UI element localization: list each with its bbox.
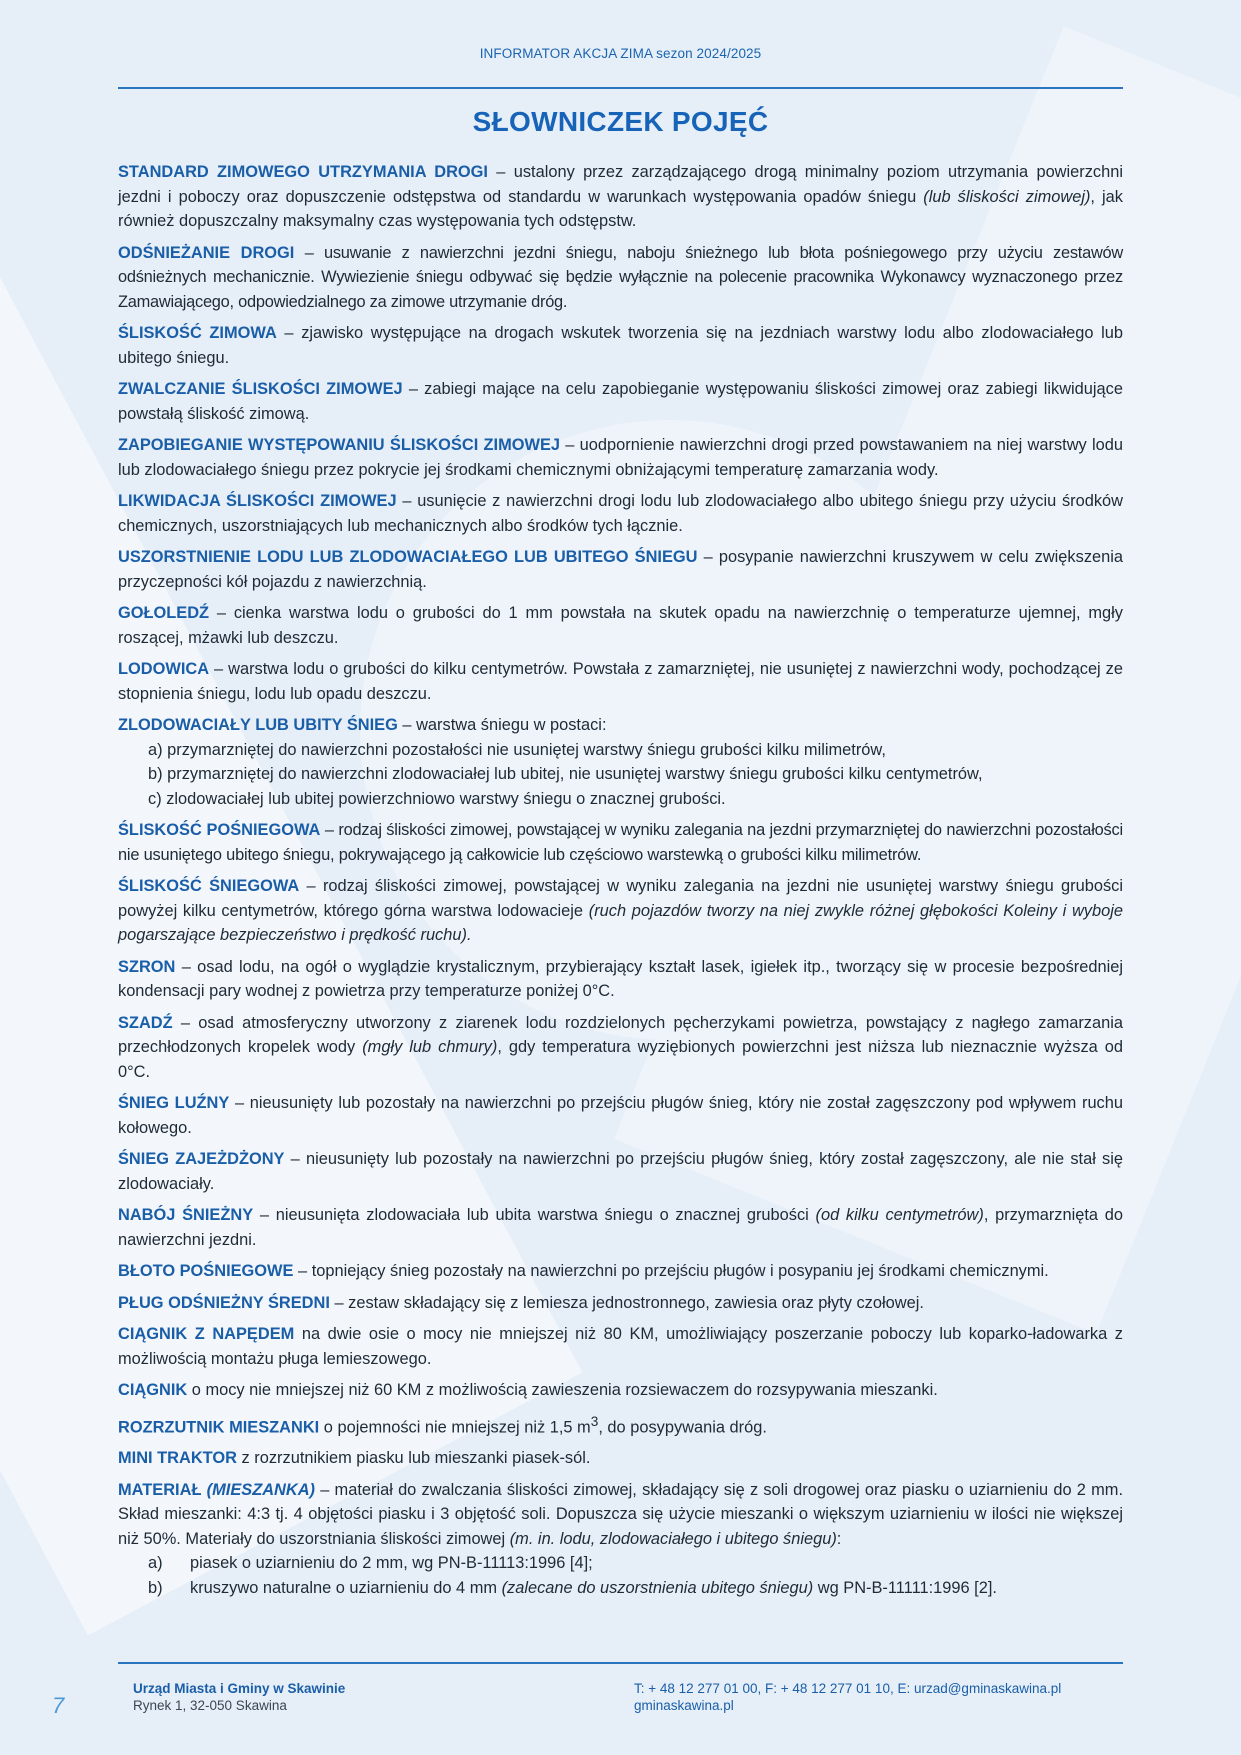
- definition: – osad lodu, na ogół o wyglądzie krystalicznym, przybierający kształt lasek, igiełek itp., tworzący się w procesie bezpośredniej kondensacji pary wodnej z powietrza przy temperaturze poniżej 0°C.: [118, 957, 1123, 1000]
- definition: z rozrzutnikiem piasku lub mieszanki piasek-sól.: [236, 1449, 591, 1468]
- term: USZORSTNIENIE LODU LUB ZLODOWACIAŁEGO LUB UBITEGO ŚNIEGU: [118, 548, 698, 566]
- glossary-entry: [118, 1147, 1123, 1196]
- term: ZLODOWACIAŁY LUB UBITY ŚNIEG: [118, 716, 398, 734]
- term: SZRON: [118, 957, 176, 976]
- footer-contact-line[interactable]: T: + 48 12 277 01 00, F: + 48 12 277 01 10, E: urzad@gminaskawina.pl: [634, 1681, 1062, 1696]
- definition: – warstwa śniegu w postaci:: [397, 716, 607, 734]
- glossary-entry: [118, 955, 1123, 1004]
- definition: – usuwanie z nawierzchni jezdni śniegu, naboju śnieżnego lub błota pośniegowego przy użyciu zestawów odśnieżnych mechanicznie. Wywiezienie śniegu odbywać się będzie wyłącznie na polecenie pracownika Wykonawcy wyznaczonego przez Zamawiającego, odpowiedzialnego za zimowe utrzymanie dróg.: [118, 243, 1123, 311]
- glossary-entry: [118, 657, 1123, 706]
- definition: , przymarznięta do nawierzchni jezdni.: [118, 1206, 1123, 1249]
- definition: – nieusunięta zlodowaciała lub ubita warstwa śniegu o znacznej grubości: [253, 1206, 816, 1224]
- term: ZWALCZANIE ŚLISKOŚCI ZIMOWEJ: [118, 380, 403, 398]
- glossary-entry: [118, 489, 1123, 538]
- definition-italic: (m. in. lodu, zlodowaciałego i ubitego śniegu): [509, 1529, 837, 1548]
- definition-italic: (od kilku centymetrów): [815, 1206, 984, 1224]
- glossary-entry: [118, 601, 1123, 650]
- footer-website-link[interactable]: gminaskawina.pl: [634, 1698, 734, 1713]
- footer-rule: [118, 1662, 1123, 1664]
- glossary-entry: [118, 818, 1123, 867]
- term: ROZRZUTNIK MIESZANKI: [118, 1417, 320, 1436]
- definition-italic: (lub śliskości zimowej): [923, 187, 1091, 206]
- definition: – zjawisko występujące na drogach wskutek tworzenia się na jezdniach warstwy lodu albo zlodowaciałego lub ubitego śniegu.: [118, 324, 1123, 367]
- list-label: a): [148, 1554, 163, 1573]
- glossary-entry: [118, 1446, 1123, 1471]
- list-label: b): [148, 1578, 163, 1597]
- glossary-entry: [118, 1259, 1123, 1284]
- definition: – uodpornienie nawierzchni drogi przed powstawaniem na niej warstwy lodu lub zlodowaciałego śniegu przez pokrycie jej środkami chemicznymi obniżającymi temperaturę zamarzania wody.: [118, 436, 1123, 479]
- term-italic: (MIESZANKA): [206, 1480, 316, 1499]
- term: CIĄGNIK Z NAPĘDEM: [118, 1325, 295, 1343]
- footer-street: Rynek 1, 32-050 Skawina: [133, 1698, 287, 1713]
- definition: – nieusunięty lub pozostały na nawierzchni po przejściu pługów śnieg, który został zagęszczony, ale nie stał się zlodowaciały.: [118, 1150, 1123, 1193]
- term: NABÓJ ŚNIEŻNY: [118, 1206, 254, 1224]
- superscript: 3: [590, 1413, 599, 1429]
- glossary-entry: [118, 160, 1123, 234]
- glossary-entry: [118, 1291, 1123, 1316]
- footer-org: Urząd Miasta i Gminy w Skawinie: [133, 1681, 346, 1696]
- definition-italic: (mgły lub chmury): [362, 1038, 498, 1056]
- glossary-entry: [118, 241, 1123, 315]
- list-item: a) przymarzniętej do nawierzchni pozostałości nie usuniętej warstwy śniegu grubości kilku milimetrów,: [148, 740, 886, 759]
- term: GOŁOLEDŹ: [118, 604, 210, 622]
- list-item: c) zlodowaciałej lub ubitej powierzchniowo warstwy śniegu o znacznej grubości.: [148, 789, 726, 808]
- glossary-entry: [118, 1203, 1123, 1252]
- definition: – materiał do zwalczania śliskości zimowej, składający się z soli drogowej oraz piasku o uziarnieniu do 2 mm. Skład mieszanki: 4:3 tj. 4 objętości piasku i 3 objętość soli. Dopuszcza się użycie mieszanki o większym uziarnieniu w ilości nie większej niż 50%. Materiały do uszorstniania śliskości zimowej: [118, 1480, 1123, 1548]
- term: ODŚNIEŻANIE DROGI: [118, 243, 295, 262]
- glossary-entry: [118, 545, 1123, 594]
- page-number: 7: [52, 1693, 65, 1718]
- list-item: b) przymarzniętej do nawierzchni zlodowaciałej lub ubitej, nie usuniętej warstwy śniegu grubości kilku centymetrów,: [148, 765, 983, 783]
- definition: na dwie osie o mocy nie mniejszej niż 80 KM, umożliwiający poszerzanie poboczy lub koparko-ładowarka z możliwością montażu pługa lemieszowego.: [118, 1325, 1123, 1368]
- glossary-entry: [118, 321, 1123, 370]
- term: ŚLISKOŚĆ ZIMOWA: [118, 324, 277, 342]
- definition: – posypanie nawierzchni kruszywem w celu zwiększenia przyczepności kół pojazdu z nawierzchnią.: [118, 548, 1124, 591]
- term: MATERIAŁ: [118, 1480, 207, 1499]
- glossary-entry: [118, 713, 1123, 811]
- term: STANDARD ZIMOWEGO UTRZYMANIA DROGI: [118, 163, 488, 181]
- page-title: SŁOWNICZEK POJĘĆ: [472, 106, 769, 137]
- term: LIKWIDACJA ŚLISKOŚCI ZIMOWEJ: [118, 492, 397, 510]
- glossary-entry: [118, 1011, 1123, 1085]
- definition: o mocy nie mniejszej niż 60 KM z możliwością zawieszenia rozsiewaczem do rozsypywania mieszanki.: [187, 1381, 938, 1399]
- footer-contact: [634, 1680, 1061, 1714]
- glossary-entry: [118, 1478, 1123, 1601]
- definition-italic: (ruch pojazdów tworzy na niej zwykle różnej głębokości Koleiny i wyboje pogarszające bezpieczeństwo i prędkość ruchu).: [118, 901, 1123, 944]
- glossary-entry: [118, 433, 1123, 482]
- definition: – rodzaj śliskości zimowej, powstającej w wyniku zalegania na jezdni nie usuniętej warstwy śniegu grubości powyżej kilku centymetrów, którego górna warstwa lodowacieje: [118, 877, 1123, 920]
- glossary-entry: [118, 1410, 1123, 1440]
- glossary-entry: [118, 1091, 1123, 1140]
- definition: – warstwa lodu o grubości do kilku centymetrów. Powstała z zamarzniętej, nie usuniętej z nawierzchni wody, pochodzącej ze stopnienia śniegu, lodu lub opadu deszczu.: [118, 660, 1123, 703]
- term: ŚNIEG ZAJEŻDŻONY: [118, 1150, 285, 1168]
- definition: – osad atmosferyczny utworzony z ziarenek lodu rozdzielonych pęcherzykami powietrza, powstający z nagłego zamarzania przechłodzonych kropelek wody: [118, 1013, 1123, 1056]
- list-text: kruszywo naturalne o uziarnieniu do 4 mm: [190, 1578, 502, 1597]
- definition: :: [836, 1529, 842, 1548]
- definition: – usunięcie z nawierzchni drogi lodu lub zlodowaciałego albo ubitego śniegu przy użyciu środków chemicznych, uszorstniających lub mechanicznych albo środków tych łącznie.: [118, 492, 1123, 535]
- glossary: [118, 160, 1123, 1607]
- definition: o pojemności nie mniejszej niż 1,5 m: [319, 1417, 591, 1436]
- list-text: piasek o uziarnieniu do 2 mm, wg PN-B-11113:1996 [4];: [190, 1554, 593, 1573]
- term: ZAPOBIEGANIE WYSTĘPOWANIU ŚLISKOŚCI ZIMOWEJ: [118, 436, 561, 454]
- term: MINI TRAKTOR: [118, 1449, 237, 1468]
- running-header: INFORMATOR AKCJA ZIMA sezon 2024/2025: [479, 46, 762, 61]
- list-item: [118, 1576, 1123, 1601]
- term: PŁUG ODŚNIEŻNY ŚREDNI: [118, 1293, 330, 1312]
- definition: , jak również dopuszczalny maksymalny czas występowania tych odstępstw.: [118, 187, 1123, 230]
- definition: , gdy temperatura wyziębionych powierzchni jest niższa lub nieznacznie wyższa od 0°C.: [118, 1038, 1123, 1081]
- definition: – nieusunięty lub pozostały na nawierzchni po przejściu pługów śnieg, który nie został zagęszczony pod wpływem ruchu kołowego.: [118, 1094, 1123, 1137]
- definition: – rodzaj śliskości zimowej, powstającej w wyniku zalegania na jezdni przymarzniętej do nawierzchni pozostałości nie usuniętego ubitego śniegu, pokrywającego ją całkowicie lub częściowo warstewką o grubości kilku milimetrów.: [118, 821, 1123, 864]
- definition: , do posypywania dróg.: [598, 1417, 767, 1436]
- definition: – ustalony przez zarządzającego drogą minimalny poziom utrzymania powierzchni jezdni i poboczy oraz dopuszczenie odstępstwa od standardu w warunkach występowania opadów śniegu: [118, 163, 1124, 206]
- definition: – topniejący śnieg pozostały na nawierzchni po przejściu pługów i posypaniu jej środkami chemicznymi.: [293, 1262, 1049, 1280]
- glossary-entry: [118, 377, 1123, 426]
- footer-address: [133, 1680, 345, 1714]
- term: ŚLISKOŚĆ POŚNIEGOWA: [118, 821, 321, 839]
- term: ŚLISKOŚĆ ŚNIEGOWA: [118, 877, 300, 895]
- term: BŁOTO POŚNIEGOWE: [118, 1262, 294, 1280]
- list-item: [118, 1551, 1123, 1576]
- term: SZADŹ: [118, 1013, 173, 1032]
- list-text-italic: (zalecane do uszorstnienia ubitego śniegu): [501, 1578, 814, 1597]
- definition: – zestaw składający się z lemiesza jednostronnego, zawiesia oraz płyty czołowej.: [329, 1293, 924, 1312]
- term: LODOWICA: [118, 660, 210, 678]
- term: ŚNIEG LUŹNY: [118, 1094, 230, 1112]
- glossary-entry: [118, 874, 1123, 948]
- term: CIĄGNIK: [118, 1381, 188, 1399]
- list-text: wg PN-B-11111:1996 [2].: [813, 1578, 997, 1597]
- definition: – zabiegi mające na celu zapobieganie występowaniu śliskości zimowej oraz zabiegi likwidujące powstałą śliskość zimową.: [118, 380, 1123, 423]
- header-rule: [118, 87, 1123, 89]
- glossary-entry: [118, 1322, 1123, 1371]
- glossary-entry: [118, 1378, 1123, 1403]
- definition: – cienka warstwa lodu o grubości do 1 mm powstała na skutek opadu na nawierzchnię o temperaturze ujemnej, mgły roszącej, mżawki lub deszczu.: [118, 604, 1123, 647]
